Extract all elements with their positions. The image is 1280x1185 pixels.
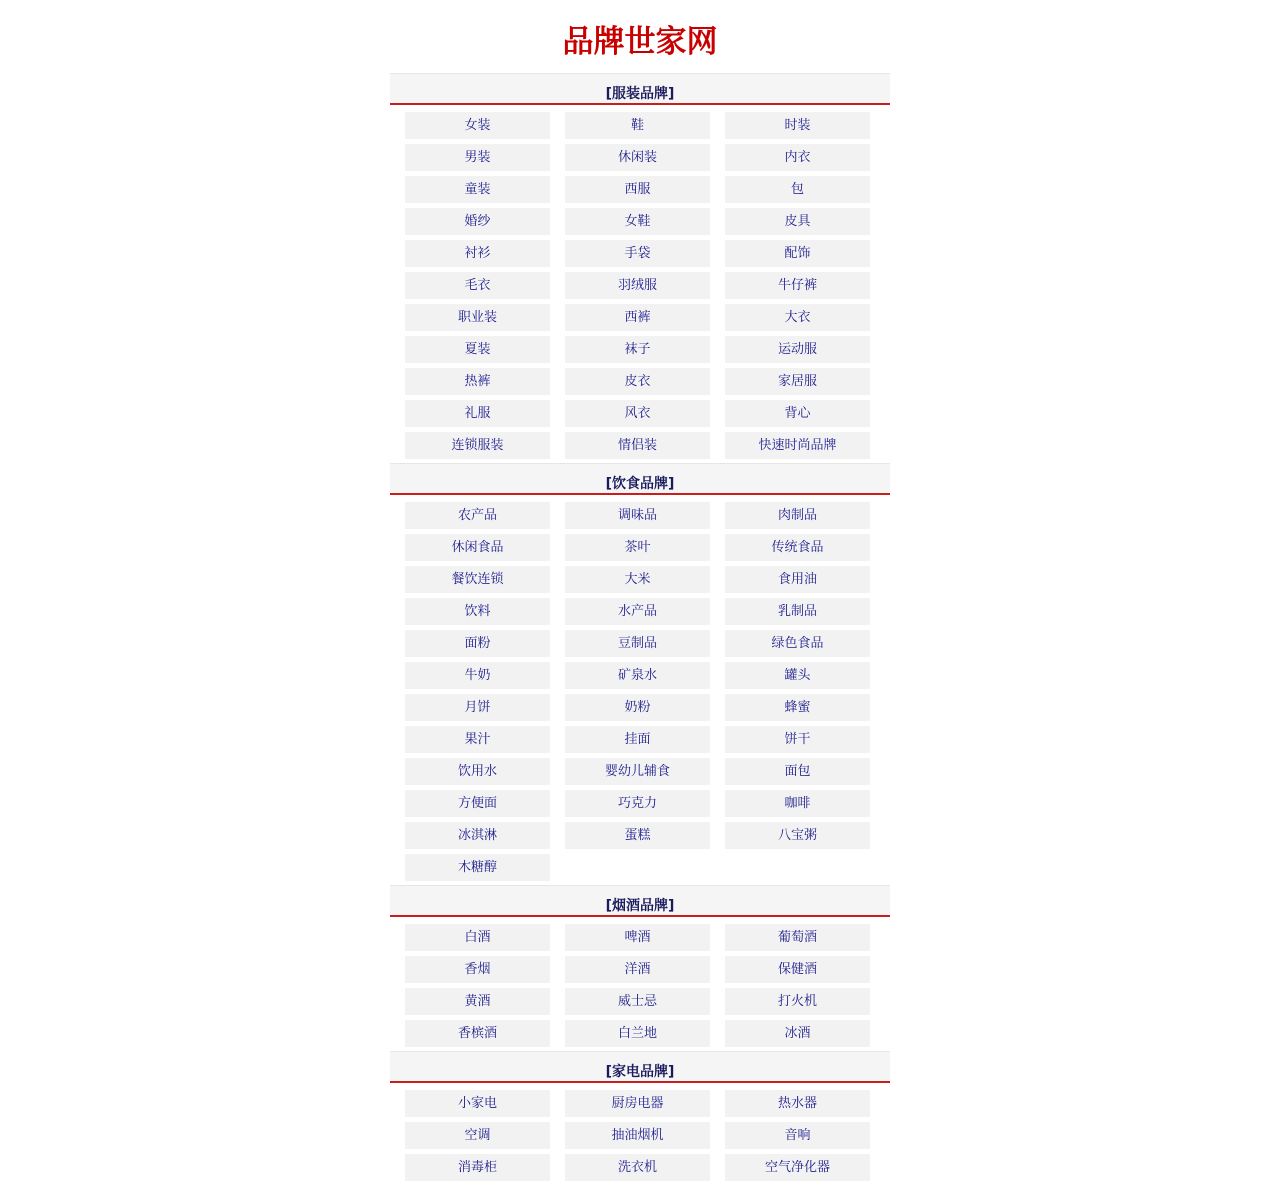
category-link[interactable]: 热水器 (725, 1090, 870, 1117)
category-link[interactable]: 衬衫 (405, 240, 550, 267)
category-link[interactable]: 黄酒 (405, 988, 550, 1015)
category-link[interactable]: 袜子 (565, 336, 710, 363)
category-link[interactable]: 餐饮连锁 (405, 566, 550, 593)
category-link[interactable]: 蛋糕 (565, 822, 710, 849)
category-link[interactable]: 背心 (725, 400, 870, 427)
site-title: 品牌世家网 (562, 24, 718, 60)
brand-section (390, 885, 890, 1051)
category-link[interactable]: 果汁 (405, 726, 550, 753)
category-link[interactable]: 香烟 (405, 956, 550, 983)
category-link[interactable]: 罐头 (725, 662, 870, 689)
category-link[interactable]: 童装 (405, 176, 550, 203)
category-link[interactable]: 奶粉 (565, 694, 710, 721)
category-link[interactable]: 牛仔裤 (725, 272, 870, 299)
section-header: [家电品牌] (390, 1051, 890, 1083)
category-link[interactable]: 葡萄酒 (725, 924, 870, 951)
category-link[interactable]: 面包 (725, 758, 870, 785)
brand-section (390, 1051, 890, 1185)
category-link[interactable]: 婚纱 (405, 208, 550, 235)
category-link[interactable]: 木糖醇 (405, 854, 550, 881)
category-link[interactable]: 情侣装 (565, 432, 710, 459)
category-grid (390, 105, 890, 463)
category-link[interactable]: 洗衣机 (565, 1154, 710, 1181)
category-link[interactable]: 水产品 (565, 598, 710, 625)
category-link[interactable]: 方便面 (405, 790, 550, 817)
category-link[interactable]: 传统食品 (725, 534, 870, 561)
category-link[interactable]: 巧克力 (565, 790, 710, 817)
category-link[interactable]: 男装 (405, 144, 550, 171)
category-link[interactable]: 休闲食品 (405, 534, 550, 561)
brand-section (390, 73, 890, 463)
category-link[interactable]: 西裤 (565, 304, 710, 331)
category-link[interactable]: 夏装 (405, 336, 550, 363)
category-link[interactable]: 羽绒服 (565, 272, 710, 299)
category-link[interactable]: 啤酒 (565, 924, 710, 951)
category-link[interactable]: 白酒 (405, 924, 550, 951)
category-link[interactable]: 毛衣 (405, 272, 550, 299)
category-link[interactable]: 农产品 (405, 502, 550, 529)
category-link[interactable]: 鞋 (565, 112, 710, 139)
section-header: [饮食品牌] (390, 463, 890, 495)
category-grid (390, 495, 890, 885)
brand-sections (390, 73, 890, 1185)
category-link[interactable]: 抽油烟机 (565, 1122, 710, 1149)
category-link[interactable]: 饮料 (405, 598, 550, 625)
category-link[interactable]: 皮具 (725, 208, 870, 235)
category-link[interactable]: 香槟酒 (405, 1020, 550, 1047)
category-link[interactable]: 绿色食品 (725, 630, 870, 657)
category-link[interactable]: 音响 (725, 1122, 870, 1149)
category-link[interactable]: 大米 (565, 566, 710, 593)
category-link[interactable]: 内衣 (725, 144, 870, 171)
category-link[interactable]: 食用油 (725, 566, 870, 593)
category-link[interactable]: 豆制品 (565, 630, 710, 657)
category-link[interactable]: 风衣 (565, 400, 710, 427)
brand-section (390, 463, 890, 885)
category-link[interactable]: 婴幼儿辅食 (565, 758, 710, 785)
category-link[interactable]: 调味品 (565, 502, 710, 529)
category-grid (390, 1083, 890, 1185)
category-link[interactable]: 配饰 (725, 240, 870, 267)
category-link[interactable]: 肉制品 (725, 502, 870, 529)
category-link[interactable]: 空气净化器 (725, 1154, 870, 1181)
category-link[interactable]: 饼干 (725, 726, 870, 753)
category-link[interactable]: 保健酒 (725, 956, 870, 983)
category-link[interactable]: 月饼 (405, 694, 550, 721)
category-link[interactable]: 包 (725, 176, 870, 203)
category-link[interactable]: 皮衣 (565, 368, 710, 395)
category-link[interactable]: 西服 (565, 176, 710, 203)
page-container (390, 0, 890, 1185)
category-link[interactable]: 女鞋 (565, 208, 710, 235)
category-link[interactable]: 冰淇淋 (405, 822, 550, 849)
category-link[interactable]: 八宝粥 (725, 822, 870, 849)
category-link[interactable]: 冰酒 (725, 1020, 870, 1047)
category-link[interactable]: 威士忌 (565, 988, 710, 1015)
category-link[interactable]: 挂面 (565, 726, 710, 753)
category-link[interactable]: 女装 (405, 112, 550, 139)
category-link[interactable]: 打火机 (725, 988, 870, 1015)
category-link[interactable]: 茶叶 (565, 534, 710, 561)
category-link[interactable]: 厨房电器 (565, 1090, 710, 1117)
category-link[interactable]: 洋酒 (565, 956, 710, 983)
category-link[interactable]: 职业装 (405, 304, 550, 331)
category-link[interactable]: 空调 (405, 1122, 550, 1149)
category-link[interactable]: 消毒柜 (405, 1154, 550, 1181)
section-header: [烟酒品牌] (390, 885, 890, 917)
category-link[interactable]: 白兰地 (565, 1020, 710, 1047)
category-link[interactable]: 面粉 (405, 630, 550, 657)
category-link[interactable]: 饮用水 (405, 758, 550, 785)
category-link[interactable]: 咖啡 (725, 790, 870, 817)
category-link[interactable]: 蜂蜜 (725, 694, 870, 721)
category-link[interactable]: 大衣 (725, 304, 870, 331)
category-link[interactable]: 运动服 (725, 336, 870, 363)
category-link[interactable]: 矿泉水 (565, 662, 710, 689)
category-link[interactable]: 手袋 (565, 240, 710, 267)
section-header: [服装品牌] (390, 73, 890, 105)
category-link[interactable]: 牛奶 (405, 662, 550, 689)
category-link[interactable]: 时装 (725, 112, 870, 139)
category-link[interactable]: 连锁服装 (405, 432, 550, 459)
category-link[interactable]: 休闲装 (565, 144, 710, 171)
category-grid (390, 917, 890, 1051)
category-link[interactable]: 乳制品 (725, 598, 870, 625)
category-link[interactable]: 礼服 (405, 400, 550, 427)
category-link[interactable]: 热裤 (405, 368, 550, 395)
category-link[interactable]: 家居服 (725, 368, 870, 395)
category-link[interactable]: 快速时尚品牌 (725, 432, 870, 459)
category-link[interactable]: 小家电 (405, 1090, 550, 1117)
